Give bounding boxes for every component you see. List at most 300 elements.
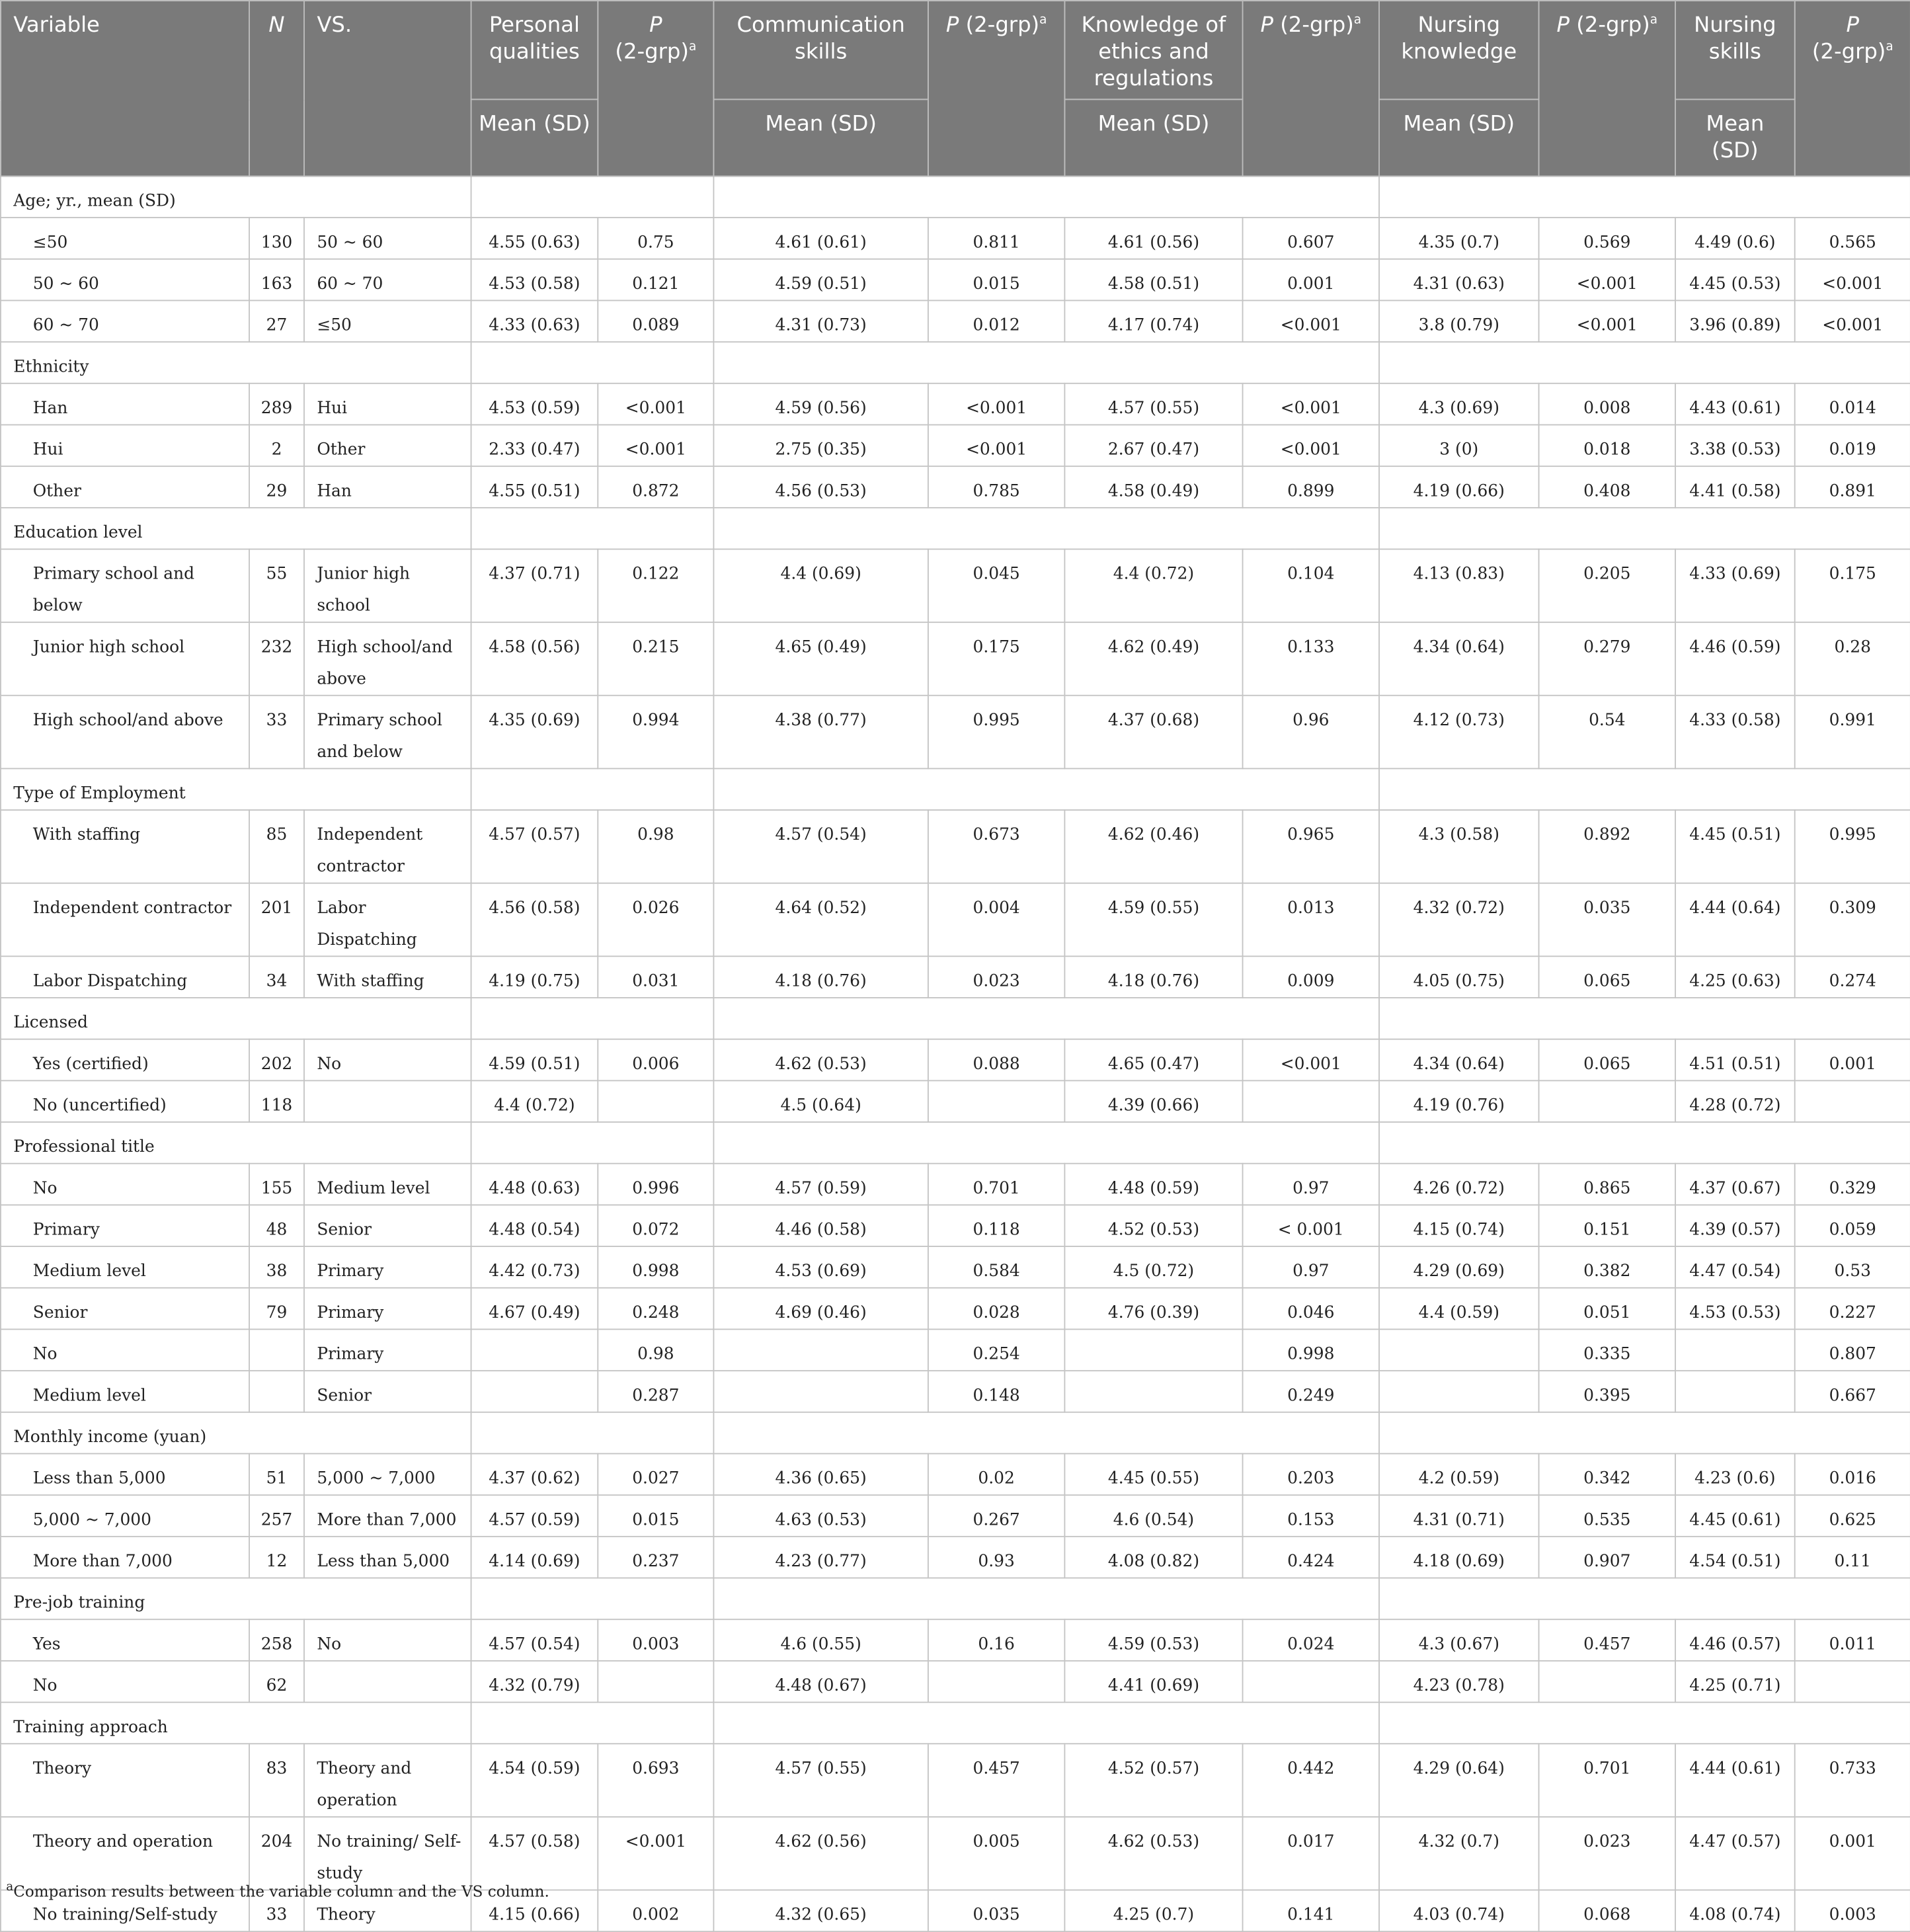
table-body <box>1 176 1910 1931</box>
p-value-cell: 0.16 <box>928 1619 1064 1661</box>
table-row <box>1 883 1910 957</box>
p-value-cell: 0.287 <box>598 1371 713 1412</box>
mean-sd-cell: 4.23 (0.77) <box>713 1537 928 1578</box>
row-label: Other <box>1 466 249 508</box>
section-title: Age; yr., mean (SD) <box>1 176 471 218</box>
mean-sd-cell: 4.57 (0.59) <box>713 1164 928 1205</box>
mean-sd-cell: 4.33 (0.58) <box>1675 696 1795 769</box>
mean-sd-cell: 4.54 (0.59) <box>471 1744 598 1817</box>
mean-sd-cell: 4.42 (0.73) <box>471 1246 598 1288</box>
empty-cell <box>1379 176 1910 218</box>
mean-sd-cell: 4.52 (0.53) <box>1064 1205 1242 1246</box>
row-n: 118 <box>249 1080 304 1122</box>
p-value-cell: 0.96 <box>1243 696 1379 769</box>
mean-sd-cell: 4.25 (0.7) <box>1064 1890 1242 1932</box>
mean-sd-cell: 4.46 (0.57) <box>1675 1619 1795 1661</box>
mean-sd-cell: 4.57 (0.59) <box>471 1495 598 1537</box>
p-value-cell: 0.008 <box>1539 383 1675 425</box>
mean-sd-cell: 4.5 (0.64) <box>713 1080 928 1122</box>
p-value-cell: 0.227 <box>1795 1288 1910 1330</box>
p-value-cell <box>1795 1080 1910 1122</box>
mean-sd-cell: 4.18 (0.76) <box>713 956 928 998</box>
mean-sd-cell: 4.44 (0.64) <box>1675 883 1795 957</box>
mean-sd-cell: 4.57 (0.55) <box>713 1744 928 1817</box>
p-value-cell: 0.001 <box>1795 1039 1910 1081</box>
row-label: Medium level <box>1 1371 249 1412</box>
mean-sd-cell: 4.4 (0.59) <box>1379 1288 1539 1330</box>
p-value-cell: 0.003 <box>1795 1890 1910 1932</box>
row-label: No training/Self-study <box>1 1890 249 1932</box>
p-value-cell: 0.907 <box>1539 1537 1675 1578</box>
p-value-cell: 0.279 <box>1539 622 1675 696</box>
row-n <box>249 1371 304 1412</box>
mean-sd-cell: 4.47 (0.57) <box>1675 1817 1795 1890</box>
mean-sd-cell: 4.34 (0.64) <box>1379 622 1539 696</box>
row-n: 204 <box>249 1817 304 1890</box>
table-row <box>1 956 1910 998</box>
mean-sd-cell <box>713 1371 928 1412</box>
table-row <box>1 1817 1910 1890</box>
p-value-cell: 0.785 <box>928 466 1064 508</box>
empty-cell <box>471 1703 714 1744</box>
mean-sd-cell: 4.3 (0.67) <box>1379 1619 1539 1661</box>
mean-sd-cell <box>1379 1329 1539 1371</box>
empty-cell <box>1379 342 1910 383</box>
mean-sd-cell: 4.56 (0.53) <box>713 466 928 508</box>
p-value-cell: 0.012 <box>928 300 1064 342</box>
mean-sd-cell: 4.57 (0.58) <box>471 1817 598 1890</box>
p-value-cell: 0.249 <box>1243 1371 1379 1412</box>
p-value-cell: 0.53 <box>1795 1246 1910 1288</box>
p-value-cell: <0.001 <box>1795 300 1910 342</box>
row-vs <box>304 1661 471 1703</box>
mean-sd-cell: 4.39 (0.57) <box>1675 1205 1795 1246</box>
mean-sd-cell: 4.63 (0.53) <box>713 1495 928 1537</box>
mean-sd-cell: 3.8 (0.79) <box>1379 300 1539 342</box>
header-knowledge-ethics: Knowledge of ethics and regulations <box>1064 1 1242 100</box>
table-row <box>1 259 1910 301</box>
header-p-stacked: P $(2-grp)^a$ <box>598 1 713 176</box>
mean-sd-cell: 4.31 (0.63) <box>1379 259 1539 301</box>
mean-sd-cell: 3.38 (0.53) <box>1675 424 1795 466</box>
table-row <box>1 1205 1910 1246</box>
mean-sd-cell: 3 (0) <box>1379 424 1539 466</box>
mean-sd-cell: 4.33 (0.69) <box>1675 549 1795 623</box>
mean-sd-cell: 4.46 (0.58) <box>713 1205 928 1246</box>
header-n: N <box>249 1 304 176</box>
mean-sd-cell: 4.62 (0.53) <box>1064 1817 1242 1890</box>
row-label: Han <box>1 383 249 425</box>
p-value-cell: 0.065 <box>1539 1039 1675 1081</box>
empty-cell <box>471 1578 714 1620</box>
mean-sd-cell: 4.19 (0.75) <box>471 956 598 998</box>
empty-cell <box>1379 508 1910 549</box>
p-value-cell: 0.457 <box>928 1744 1064 1817</box>
row-vs: Theory and operation <box>304 1744 471 1817</box>
row-label: Primary <box>1 1205 249 1246</box>
p-value-cell: 0.014 <box>1795 383 1910 425</box>
header-communication-skills: Communication skills <box>713 1 928 100</box>
mean-sd-cell: 4.59 (0.51) <box>471 1039 598 1081</box>
p-value-cell: 0.001 <box>1795 1817 1910 1890</box>
section-title: Professional title <box>1 1122 471 1164</box>
mean-sd-cell: 4.61 (0.61) <box>713 218 928 259</box>
p-value-cell: <0.001 <box>598 424 713 466</box>
empty-cell <box>1379 1703 1910 1744</box>
empty-cell <box>471 342 714 383</box>
p-value-cell: 0.998 <box>598 1246 713 1288</box>
mean-sd-cell: 4.18 (0.69) <box>1379 1537 1539 1578</box>
p-value-cell: <0.001 <box>928 424 1064 466</box>
row-n: 258 <box>249 1619 304 1661</box>
p-value-cell: 0.141 <box>1243 1890 1379 1932</box>
p-value-cell: 0.248 <box>598 1288 713 1330</box>
row-label: 60 ~ 70 <box>1 300 249 342</box>
p-value-cell: 0.005 <box>928 1817 1064 1890</box>
p-value-cell: 0.006 <box>598 1039 713 1081</box>
mean-sd-cell: 4.29 (0.64) <box>1379 1744 1539 1817</box>
mean-sd-cell: 4.51 (0.51) <box>1675 1039 1795 1081</box>
row-vs: ≤50 <box>304 300 471 342</box>
empty-cell <box>471 508 714 549</box>
mean-sd-cell: 4.65 (0.49) <box>713 622 928 696</box>
p-value-cell: <0.001 <box>598 383 713 425</box>
empty-cell <box>1379 1412 1910 1454</box>
row-n: 34 <box>249 956 304 998</box>
mean-sd-cell: 4.39 (0.66) <box>1064 1080 1242 1122</box>
p-value-cell: 0.017 <box>1243 1817 1379 1890</box>
mean-sd-cell: 4.3 (0.69) <box>1379 383 1539 425</box>
mean-sd-cell: 4.48 (0.67) <box>713 1661 928 1703</box>
p-value-cell: 0.133 <box>1243 622 1379 696</box>
mean-sd-cell: 4.76 (0.39) <box>1064 1288 1242 1330</box>
row-vs: Medium level <box>304 1164 471 1205</box>
mean-sd-cell: 2.75 (0.35) <box>713 424 928 466</box>
mean-sd-cell: 4.03 (0.74) <box>1379 1890 1539 1932</box>
row-label: No <box>1 1329 249 1371</box>
section-header-row <box>1 1703 1910 1744</box>
row-n: 257 <box>249 1495 304 1537</box>
mean-sd-cell: 4.53 (0.59) <box>471 383 598 425</box>
row-n: 202 <box>249 1039 304 1081</box>
p-value-cell: 0.089 <box>598 300 713 342</box>
p-value-cell: 0.424 <box>1243 1537 1379 1578</box>
row-vs: Theory <box>304 1890 471 1932</box>
row-vs: Less than 5,000 <box>304 1537 471 1578</box>
mean-sd-cell <box>1675 1329 1795 1371</box>
p-value-cell: 0.329 <box>1795 1164 1910 1205</box>
mean-sd-cell: 4.53 (0.58) <box>471 259 598 301</box>
row-label: No <box>1 1164 249 1205</box>
table-row <box>1 549 1910 623</box>
p-value-cell: 0.002 <box>598 1890 713 1932</box>
table-row <box>1 1039 1910 1081</box>
p-value-cell: 0.122 <box>598 549 713 623</box>
mean-sd-cell: 4.37 (0.67) <box>1675 1164 1795 1205</box>
table-row <box>1 1661 1910 1703</box>
row-n: 289 <box>249 383 304 425</box>
p-value-cell: 0.673 <box>928 810 1064 883</box>
mean-sd-cell: 4.55 (0.51) <box>471 466 598 508</box>
empty-cell <box>713 176 1379 218</box>
p-value-cell: 0.395 <box>1539 1371 1675 1412</box>
mean-sd-cell: 4.32 (0.79) <box>471 1661 598 1703</box>
row-n: 83 <box>249 1744 304 1817</box>
mean-sd-cell: 4.12 (0.73) <box>1379 696 1539 769</box>
row-label: Yes (certified) <box>1 1039 249 1081</box>
row-n: 48 <box>249 1205 304 1246</box>
p-value-cell <box>598 1080 713 1122</box>
mean-sd-cell: 4.05 (0.75) <box>1379 956 1539 998</box>
mean-sd-cell: 4.31 (0.71) <box>1379 1495 1539 1537</box>
mean-sd-cell: 4.18 (0.76) <box>1064 956 1242 998</box>
p-value-cell: 0.151 <box>1539 1205 1675 1246</box>
p-value-cell: 0.991 <box>1795 696 1910 769</box>
p-value-cell: 0.026 <box>598 883 713 957</box>
empty-cell <box>471 998 714 1039</box>
p-value-cell: 0.065 <box>1539 956 1675 998</box>
row-label: Hui <box>1 424 249 466</box>
p-value-cell <box>598 1661 713 1703</box>
mean-sd-cell: 4.43 (0.61) <box>1675 383 1795 425</box>
table-row <box>1 1453 1910 1495</box>
mean-sd-cell: 4.61 (0.56) <box>1064 218 1242 259</box>
mean-sd-cell: 4.29 (0.69) <box>1379 1246 1539 1288</box>
row-vs: 5,000 ~ 7,000 <box>304 1453 471 1495</box>
mean-sd-cell: 4.37 (0.71) <box>471 549 598 623</box>
p-value-cell: < 0.001 <box>1243 1205 1379 1246</box>
row-n: 12 <box>249 1537 304 1578</box>
p-value-cell: 0.004 <box>928 883 1064 957</box>
mean-sd-cell: 4.08 (0.74) <box>1675 1890 1795 1932</box>
mean-sd-cell: 4.6 (0.54) <box>1064 1495 1242 1537</box>
mean-sd-cell: 4.58 (0.56) <box>471 622 598 696</box>
mean-sd-cell: 4.62 (0.46) <box>1064 810 1242 883</box>
row-vs: Primary <box>304 1246 471 1288</box>
p-value-cell: 0.02 <box>928 1453 1064 1495</box>
p-value-cell: 0.335 <box>1539 1329 1675 1371</box>
mean-sd-cell: 4.08 (0.82) <box>1064 1537 1242 1578</box>
row-n: 232 <box>249 622 304 696</box>
mean-sd-cell: 4.4 (0.72) <box>471 1080 598 1122</box>
mean-sd-cell: 4.28 (0.72) <box>1675 1080 1795 1122</box>
empty-cell <box>713 998 1379 1039</box>
row-label: Senior <box>1 1288 249 1330</box>
mean-sd-cell: 4.19 (0.66) <box>1379 466 1539 508</box>
p-value-cell: 0.995 <box>1795 810 1910 883</box>
mean-sd-cell: 4.35 (0.7) <box>1379 218 1539 259</box>
p-value-cell: 0.018 <box>1539 424 1675 466</box>
p-value-cell: 0.175 <box>1795 549 1910 623</box>
empty-cell <box>471 768 714 810</box>
row-label: Theory and operation <box>1 1817 249 1890</box>
mean-sd-cell: 4.48 (0.59) <box>1064 1164 1242 1205</box>
mean-sd-cell: 4.35 (0.69) <box>471 696 598 769</box>
row-label: No <box>1 1661 249 1703</box>
mean-sd-cell: 4.47 (0.54) <box>1675 1246 1795 1288</box>
p-value-cell: 0.667 <box>1795 1371 1910 1412</box>
p-value-cell: 0.382 <box>1539 1246 1675 1288</box>
mean-sd-cell: 4.17 (0.74) <box>1064 300 1242 342</box>
p-value-cell: <0.001 <box>928 383 1064 425</box>
p-value-cell: 0.175 <box>928 622 1064 696</box>
p-value-cell: 0.031 <box>598 956 713 998</box>
p-value-cell: 0.019 <box>1795 424 1910 466</box>
empty-cell <box>1379 768 1910 810</box>
section-header-row <box>1 1122 1910 1164</box>
mean-sd-cell <box>1675 1371 1795 1412</box>
mean-sd-cell: 4.15 (0.74) <box>1379 1205 1539 1246</box>
mean-sd-cell: 2.67 (0.47) <box>1064 424 1242 466</box>
mean-sd-cell: 4.49 (0.6) <box>1675 218 1795 259</box>
p-value-cell: 0.93 <box>928 1537 1064 1578</box>
p-value-cell: 0.811 <box>928 218 1064 259</box>
p-value-cell: 0.013 <box>1243 883 1379 957</box>
p-value-cell: 0.267 <box>928 1495 1064 1537</box>
header-p: P $(2-grp)^a$ <box>1539 1 1675 176</box>
header-nursing-skills: Nursing skills <box>1675 1 1795 100</box>
p-value-cell: 0.995 <box>928 696 1064 769</box>
table-row <box>1 810 1910 883</box>
p-value-cell: 0.254 <box>928 1329 1064 1371</box>
p-value-cell: 0.625 <box>1795 1495 1910 1537</box>
mean-sd-cell: 4.38 (0.77) <box>713 696 928 769</box>
row-label: 50 ~ 60 <box>1 259 249 301</box>
p-value-cell: 0.569 <box>1539 218 1675 259</box>
mean-sd-cell: 4.57 (0.57) <box>471 810 598 883</box>
mean-sd-cell <box>713 1329 928 1371</box>
p-value-cell <box>928 1661 1064 1703</box>
mean-sd-cell: 4.59 (0.55) <box>1064 883 1242 957</box>
p-value-cell <box>1795 1661 1910 1703</box>
row-label: Labor Dispatching <box>1 956 249 998</box>
p-value-cell: 0.98 <box>598 810 713 883</box>
mean-sd-cell: 4.19 (0.76) <box>1379 1080 1539 1122</box>
p-value-cell: 0.205 <box>1539 549 1675 623</box>
p-value-cell: <0.001 <box>1539 259 1675 301</box>
p-value-cell: 0.118 <box>928 1205 1064 1246</box>
mean-sd-cell: 4.69 (0.46) <box>713 1288 928 1330</box>
mean-sd-cell: 4.54 (0.51) <box>1675 1537 1795 1578</box>
mean-sd-cell <box>471 1329 598 1371</box>
empty-cell <box>471 176 714 218</box>
row-vs: High school/and above <box>304 622 471 696</box>
p-value-cell: 0.75 <box>598 218 713 259</box>
p-value-cell: 0.028 <box>928 1288 1064 1330</box>
p-value-cell: 0.046 <box>1243 1288 1379 1330</box>
mean-sd-cell <box>1064 1329 1242 1371</box>
p-value-cell: 0.237 <box>598 1537 713 1578</box>
row-vs: Primary school and below <box>304 696 471 769</box>
row-vs: Hui <box>304 383 471 425</box>
row-vs: No <box>304 1619 471 1661</box>
empty-cell <box>713 508 1379 549</box>
p-value-cell: 0.035 <box>928 1890 1064 1932</box>
p-value-cell: 0.059 <box>1795 1205 1910 1246</box>
row-n: 51 <box>249 1453 304 1495</box>
p-value-cell: 0.701 <box>928 1164 1064 1205</box>
empty-cell <box>471 1412 714 1454</box>
p-value-cell: 0.024 <box>1243 1619 1379 1661</box>
empty-cell <box>1379 1122 1910 1164</box>
empty-cell <box>713 342 1379 383</box>
empty-cell <box>713 768 1379 810</box>
row-n: 33 <box>249 696 304 769</box>
section-title: Training approach <box>1 1703 471 1744</box>
table-row <box>1 383 1910 425</box>
row-n <box>249 1329 304 1371</box>
p-value-cell: 0.442 <box>1243 1744 1379 1817</box>
row-n: 62 <box>249 1661 304 1703</box>
p-value-cell: 0.148 <box>928 1371 1064 1412</box>
header-mean-sd: Mean (SD) <box>1675 100 1795 176</box>
p-value-cell: 0.28 <box>1795 622 1910 696</box>
p-value-cell: 0.98 <box>598 1329 713 1371</box>
table-row <box>1 1744 1910 1817</box>
row-label: Less than 5,000 <box>1 1453 249 1495</box>
mean-sd-cell: 4.59 (0.56) <box>713 383 928 425</box>
p-value-cell: 0.023 <box>928 956 1064 998</box>
row-vs: Junior high school <box>304 549 471 623</box>
mean-sd-cell: 4.65 (0.47) <box>1064 1039 1242 1081</box>
mean-sd-cell: 4.41 (0.69) <box>1064 1661 1242 1703</box>
table-footnote: $^a$Comparison results between the variable column and the VS column. <box>6 1880 549 1901</box>
p-value-cell: 0.104 <box>1243 549 1379 623</box>
header-mean-sd: Mean (SD) <box>1064 100 1242 176</box>
p-value-cell: 0.565 <box>1795 218 1910 259</box>
row-label: Independent contractor <box>1 883 249 957</box>
p-value-cell <box>1539 1661 1675 1703</box>
p-value-cell: 0.733 <box>1795 1744 1910 1817</box>
p-value-cell: 0.54 <box>1539 696 1675 769</box>
row-vs: 50 ~ 60 <box>304 218 471 259</box>
section-title: Education level <box>1 508 471 549</box>
p-value-cell: 0.035 <box>1539 883 1675 957</box>
mean-sd-cell: 4.53 (0.69) <box>713 1246 928 1288</box>
mean-sd-cell: 4.32 (0.65) <box>713 1890 928 1932</box>
table-row <box>1 1619 1910 1661</box>
mean-sd-cell: 4.32 (0.72) <box>1379 883 1539 957</box>
row-vs: More than 7,000 <box>304 1495 471 1537</box>
mean-sd-cell: 4.62 (0.53) <box>713 1039 928 1081</box>
row-n: 79 <box>249 1288 304 1330</box>
mean-sd-cell <box>1379 1371 1539 1412</box>
mean-sd-cell: 4.59 (0.53) <box>1064 1619 1242 1661</box>
mean-sd-cell: 4.58 (0.49) <box>1064 466 1242 508</box>
mean-sd-cell: 4.6 (0.55) <box>713 1619 928 1661</box>
p-value-cell <box>928 1080 1064 1122</box>
table-row <box>1 696 1910 769</box>
row-vs: Senior <box>304 1371 471 1412</box>
row-vs: Han <box>304 466 471 508</box>
mean-sd-cell: 4.57 (0.54) <box>471 1619 598 1661</box>
table-row <box>1 466 1910 508</box>
p-value-cell: 0.015 <box>928 259 1064 301</box>
mean-sd-cell: 4.13 (0.83) <box>1379 549 1539 623</box>
mean-sd-cell: 4.4 (0.69) <box>713 549 928 623</box>
mean-sd-cell: 4.44 (0.61) <box>1675 1744 1795 1817</box>
table-row <box>1 622 1910 696</box>
row-n: 38 <box>249 1246 304 1288</box>
mean-sd-cell: 4.58 (0.51) <box>1064 259 1242 301</box>
empty-cell <box>713 1122 1379 1164</box>
empty-cell <box>713 1578 1379 1620</box>
p-value-cell: 0.009 <box>1243 956 1379 998</box>
section-title: Monthly income (yuan) <box>1 1412 471 1454</box>
row-vs: Primary <box>304 1329 471 1371</box>
mean-sd-cell <box>1064 1371 1242 1412</box>
mean-sd-cell: 4.57 (0.55) <box>1064 383 1242 425</box>
